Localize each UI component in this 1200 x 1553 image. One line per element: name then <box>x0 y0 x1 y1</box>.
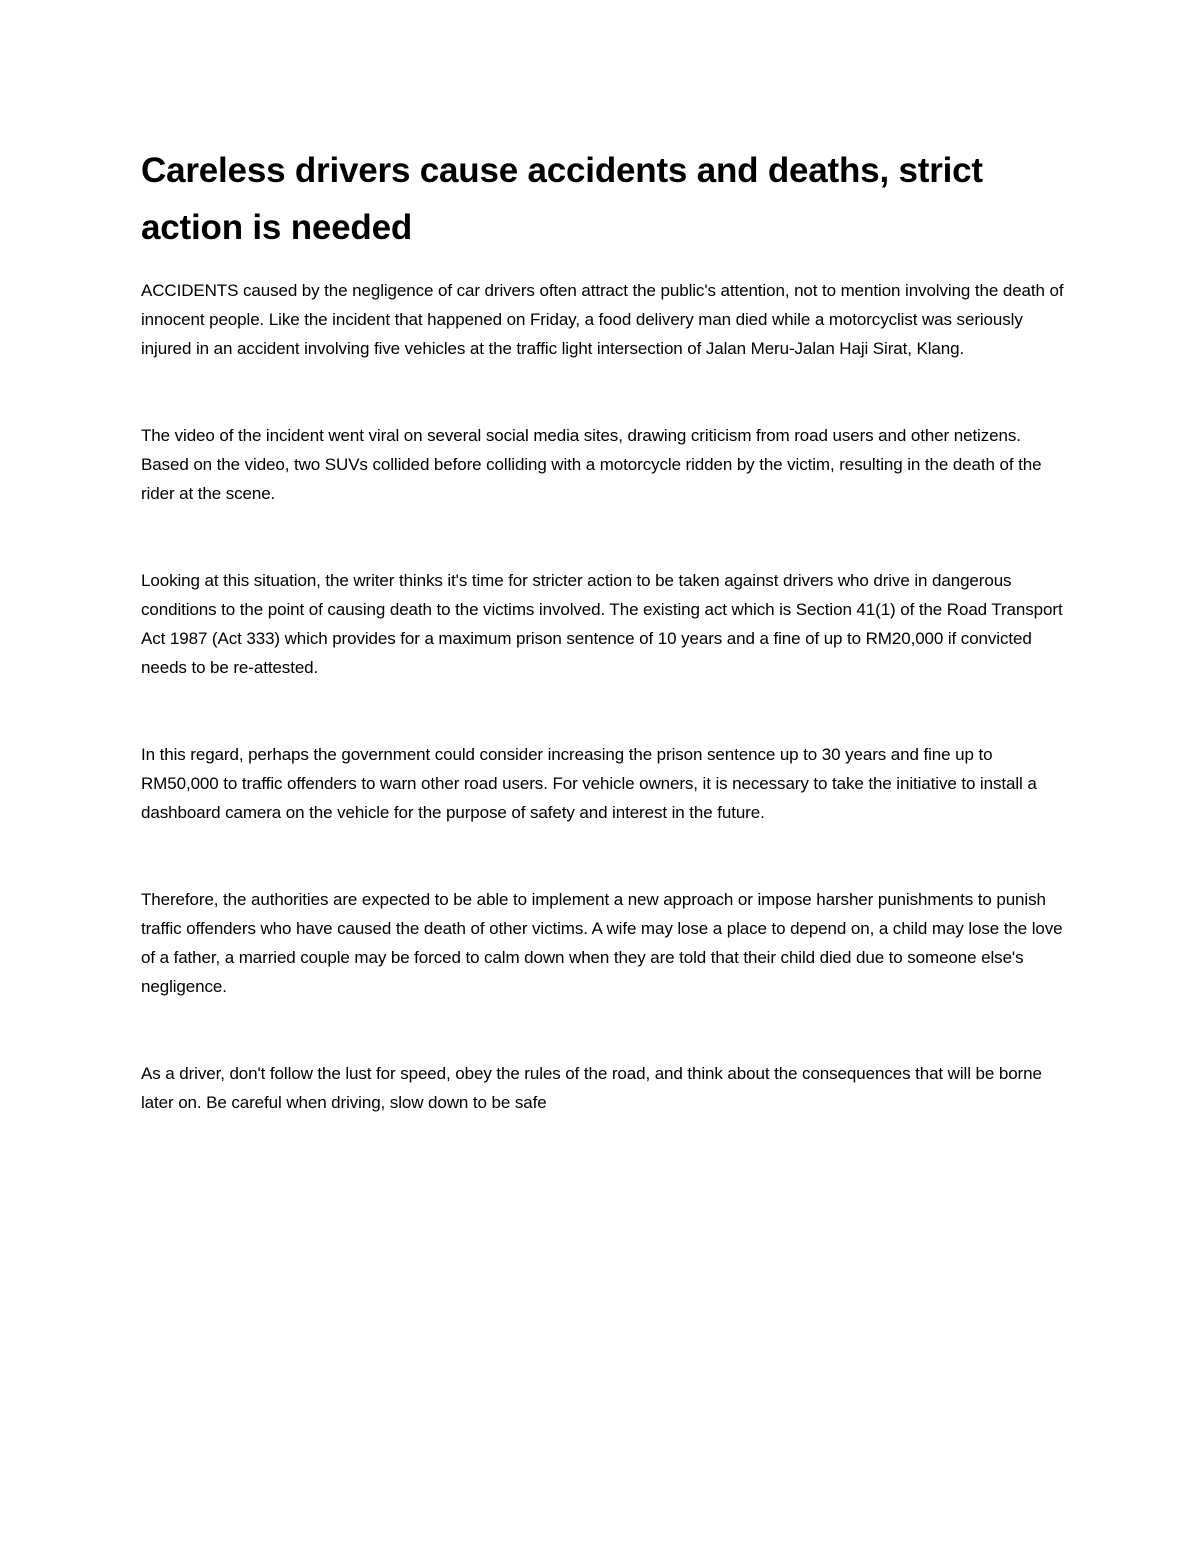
paragraph-6: As a driver, don't follow the lust for speed, obey the rules of the road, and think about the consequences that will be borne later on. Be careful when driving, slow down to be safe <box>141 1064 1042 1112</box>
paragraph-1: ACCIDENTS caused by the negligence of car drivers often attract the public's attention, not to mention involving the death of innocent people. Like the incident that happened on Friday, a food delivery man died while a motorcyclist was seriously injured in an accident involving five vehicles at the traffic light intersection of Jalan Meru-Jalan Haji Sirat, Klang. <box>141 281 1064 358</box>
paragraph-5: Therefore, the authorities are expected to be able to implement a new approach or impose harsher punishments to punish traffic offenders who have caused the death of other victims. A wife may lose a place to depend on, a child may lose the love of a father, a married couple may be forced to calm down when they are told that their child died due to someone else's negligence. <box>141 890 1063 996</box>
document-title: Careless drivers cause accidents and deaths, strict action is needed <box>141 151 983 247</box>
document-body <box>141 142 1071 1117</box>
paragraph-3: Looking at this situation, the writer thinks it's time for stricter action to be taken against drivers who drive in dangerous conditions to the point of causing death to the victims involved. The existing act which is Section 41(1) of the Road Transport Act 1987 (Act 333) which provides for a maximum prison sentence of 10 years and a fine of up to RM20,000 if convicted needs to be re-attested. <box>141 571 1063 677</box>
paragraph-2: The video of the incident went viral on several social media sites, drawing criticism from road users and other netizens. Based on the video, two SUVs collided before colliding with a motorcycle ridden by the victim, resulting in the death of the rider at the scene. <box>141 426 1042 503</box>
paragraph-4: In this regard, perhaps the government could consider increasing the prison sentence up to 30 years and fine up to RM50,000 to traffic offenders to warn other road users. For vehicle owners, it is necessary to take the initiative to install a dashboard camera on the vehicle for the purpose of safety and interest in the future. <box>141 745 1037 822</box>
